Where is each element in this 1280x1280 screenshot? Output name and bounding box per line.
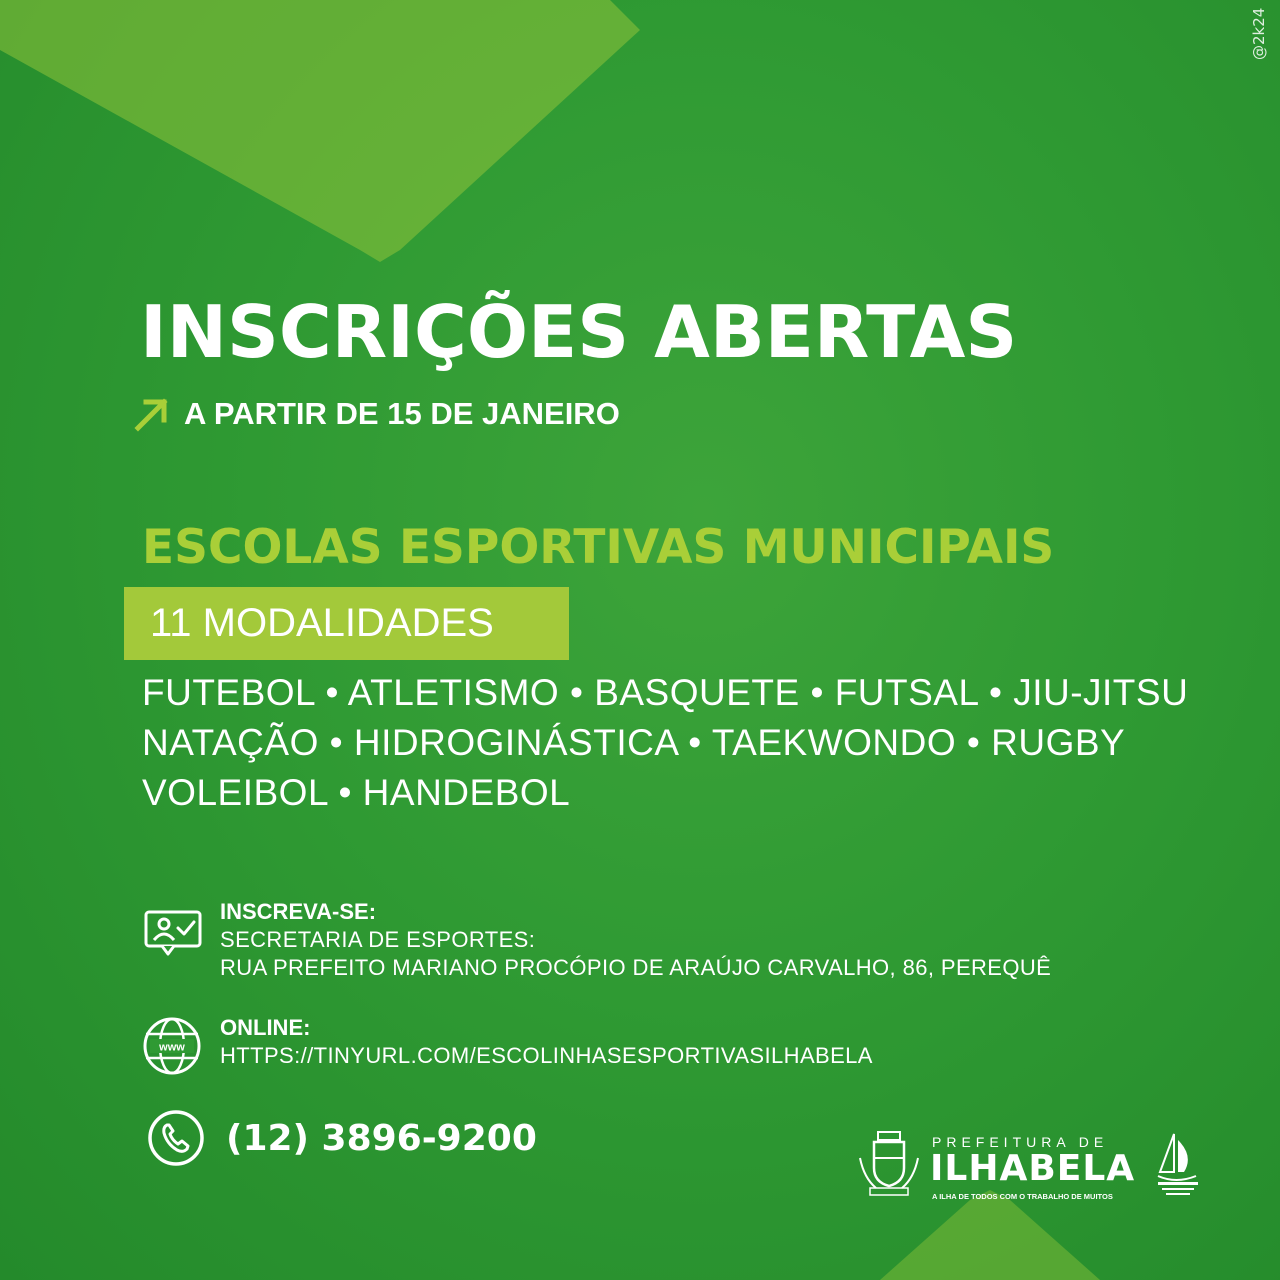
user-check-icon: [140, 898, 204, 962]
subheadline: A PARTIR DE 15 DE JANEIRO: [184, 396, 620, 431]
phone-icon: [146, 1108, 206, 1168]
register-address: RUA PREFEITO MARIANO PROCÓPIO DE ARAÚJO CARVALHO, 86, PEREQUÊ: [220, 955, 1052, 980]
register-office: SECRETARIA DE ESPORTES:: [220, 927, 536, 952]
phone-number[interactable]: (12) 3896-9200: [226, 1117, 537, 1159]
ilhabela-logo: [854, 1128, 1214, 1208]
register-label: INSCREVA-SE:: [220, 899, 377, 924]
modalities-badge-label: 11 MODALIDADES: [150, 601, 494, 645]
sports-list: [142, 668, 1188, 818]
modalities-badge: [124, 587, 569, 660]
subheadline-row: [134, 396, 620, 432]
globe-www-icon: [140, 1014, 204, 1078]
svg-text:www: www: [159, 1041, 185, 1054]
city-coat-of-arms-icon: [854, 1128, 924, 1204]
logo-motto: A ILHA DE TODOS COM O TRABALHO DE MUITOS: [932, 1192, 1113, 1201]
online-info: [140, 1014, 873, 1082]
section-title: ESCOLAS ESPORTIVAS MUNICIPAIS: [142, 520, 1055, 575]
sailboat-icon: [1154, 1132, 1200, 1202]
sports-line: FUTEBOL • ATLETISMO • BASQUETE • FUTSAL • JIU-JITSU: [142, 672, 1189, 713]
phone-info: [146, 1108, 537, 1168]
logo-city: ILHABELA: [930, 1148, 1136, 1189]
arrow-up-right-icon: [134, 396, 170, 432]
decorative-chevron-top: [0, 0, 640, 270]
online-label: ONLINE:: [220, 1015, 311, 1040]
headline: INSCRIÇÕES ABERTAS: [140, 290, 1018, 374]
sports-line: VOLEIBOL • HANDEBOL: [142, 772, 571, 813]
logo-prefix: PREFEITURA DE: [932, 1134, 1109, 1150]
register-info: [140, 898, 1051, 982]
watermark: @2k24: [1250, 7, 1268, 60]
sports-line: NATAÇÃO • HIDROGINÁSTICA • TAEKWONDO • RUGBY: [142, 722, 1126, 763]
online-url[interactable]: HTTPS://TINYURL.COM/ESCOLINHASESPORTIVASILHABELA: [220, 1043, 873, 1068]
